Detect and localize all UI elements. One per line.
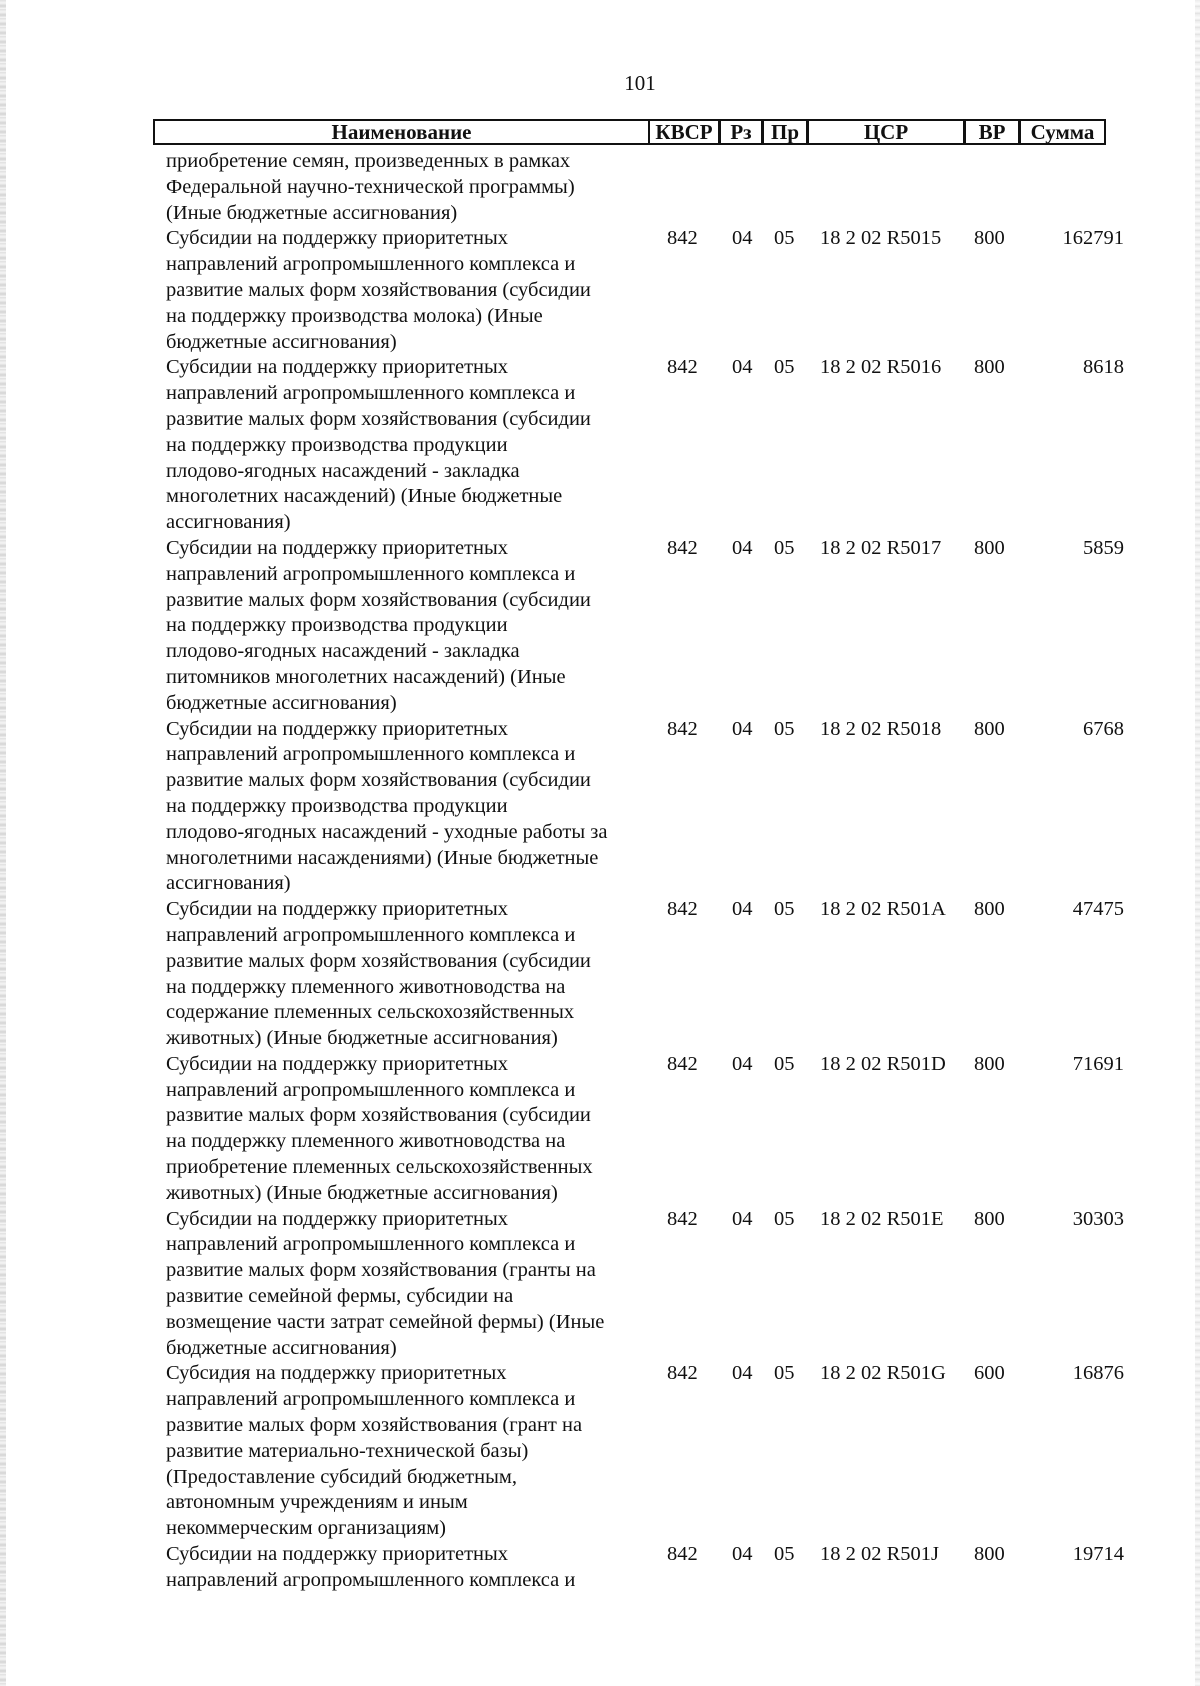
row-sum: 8618 — [1083, 356, 1124, 379]
row-rz: 04 — [732, 898, 753, 921]
row-pr: 05 — [774, 1207, 795, 1230]
row-name: Субсидии на поддержку приоритетных направлений агропромышленного комплекса и развитие малых форм хозяйствования (субсидии на поддержку производства молока) (Иные бюджетные ассигнования) — [166, 227, 591, 353]
row-rz: 04 — [732, 1052, 753, 1075]
row-rz: 04 — [732, 536, 753, 559]
header-sum: Сумма — [1019, 119, 1106, 145]
row-kvsr: 842 — [667, 1052, 698, 1075]
row-pr: 05 — [774, 1052, 795, 1075]
row-sum: 6768 — [1083, 717, 1124, 740]
header-vr: ВР — [964, 119, 1020, 145]
row-sum: 16876 — [1072, 1362, 1124, 1385]
row-vr: 800 — [974, 717, 1005, 740]
row-kvsr: 842 — [667, 717, 698, 740]
row-vr: 800 — [974, 898, 1005, 921]
row-kvsr: 842 — [667, 227, 698, 250]
row-rz: 04 — [732, 356, 753, 379]
row-vr: 800 — [974, 227, 1005, 250]
row-csr: 18 2 02 R5018 — [820, 717, 942, 740]
row-sum: 19714 — [1072, 1543, 1124, 1566]
row-rz: 04 — [732, 1543, 753, 1566]
row-vr: 800 — [974, 356, 1005, 379]
row-pr: 05 — [774, 1362, 795, 1385]
row-vr: 800 — [974, 1052, 1005, 1075]
table-row — [0, 536, 1200, 717]
row-kvsr: 842 — [667, 1362, 698, 1385]
row-sum: 5859 — [1083, 536, 1124, 559]
row-csr: 18 2 02 R5015 — [820, 227, 942, 250]
row-kvsr: 842 — [667, 356, 698, 379]
row-pr: 05 — [774, 1543, 795, 1566]
header-pr: Пр — [762, 119, 808, 145]
row-pr: 05 — [774, 227, 795, 250]
row-vr: 600 — [974, 1362, 1005, 1385]
row-rz: 04 — [732, 717, 753, 740]
page-number: 101 — [624, 71, 656, 95]
row-rz: 04 — [732, 227, 753, 250]
row-vr: 800 — [974, 536, 1005, 559]
header-csr: ЦСР — [807, 119, 965, 145]
row-kvsr: 842 — [667, 1207, 698, 1230]
row-pr: 05 — [774, 717, 795, 740]
row-kvsr: 842 — [667, 536, 698, 559]
table-row — [0, 717, 1200, 898]
table-row — [0, 149, 1200, 226]
row-pr: 05 — [774, 898, 795, 921]
row-rz: 04 — [732, 1362, 753, 1385]
row-csr: 18 2 02 R501A — [820, 898, 946, 921]
row-csr: 18 2 02 R501J — [820, 1543, 940, 1566]
row-name: Субсидия на поддержку приоритетных направлений агропромышленного комплекса и развитие малых форм хозяйствования (грант на развитие материально-технической базы) (Предоставление субсидий бюджетным, автономным учреждениям и иным некоммерческим организациям) — [166, 1362, 583, 1540]
row-csr: 18 2 02 R501G — [820, 1362, 946, 1385]
row-sum: 162791 — [1062, 227, 1124, 250]
row-sum: 30303 — [1072, 1207, 1124, 1230]
row-csr: 18 2 02 R5017 — [820, 536, 942, 559]
row-name: Субсидии на поддержку приоритетных направлений агропромышленного комплекса и развитие малых форм хозяйствования (субсидии на поддержку племенного животноводства на приобретение племенных сельскохозяйственных животных) (Иные бюджетные ассигнования) — [166, 1052, 593, 1204]
header-rz: Рз — [719, 119, 763, 145]
table-row — [0, 355, 1200, 536]
row-sum: 47475 — [1072, 898, 1124, 921]
row-name: Субсидии на поддержку приоритетных направлений агропромышленного комплекса и развитие малых форм хозяйствования (субсидии на поддержку производства продукции плодово-ягодных насаждений - закладка питомников многолетних насаждений) (Иные бюджетные ассигнования) — [166, 536, 591, 714]
row-name: Субсидии на поддержку приоритетных направлений агропромышленного комплекса и развитие малых форм хозяйствования (субсидии на поддержку производства продукции плодово-ягодных насаждений - уходные работы за многолетними насаждениями) (Иные бюджетные ассигнования) — [166, 717, 608, 895]
table-row — [0, 1207, 1200, 1362]
table-row — [0, 897, 1200, 1052]
row-kvsr: 842 — [667, 898, 698, 921]
row-name: Субсидии на поддержку приоритетных направлений агропромышленного комплекса и развитие малых форм хозяйствования (гранты на развитие семейной фермы, субсидии на возмещение части затрат семейной фермы) (Иные бюджетные ассигнования) — [166, 1207, 605, 1359]
header-kvsr: КВСР — [648, 119, 720, 145]
row-rz: 04 — [732, 1207, 753, 1230]
row-csr: 18 2 02 R501E — [820, 1207, 944, 1230]
row-name: Субсидии на поддержку приоритетных направлений агропромышленного комплекса и развитие малых форм хозяйствования (субсидии на поддержку производства продукции плодово-ягодных насаждений - закладка многолетних насаждений) (Иные бюджетные ассигнования) — [166, 356, 591, 534]
table-row — [0, 1052, 1200, 1207]
row-pr: 05 — [774, 356, 795, 379]
table-row — [0, 226, 1200, 355]
row-vr: 800 — [974, 1207, 1005, 1230]
row-pr: 05 — [774, 536, 795, 559]
row-name: приобретение семян, произведенных в рамках Федеральной научно-технической программы) (Иные бюджетные ассигнования) — [166, 150, 575, 224]
row-kvsr: 842 — [667, 1543, 698, 1566]
row-name: Субсидии на поддержку приоритетных направлений агропромышленного комплекса и — [166, 1543, 576, 1591]
table-row — [0, 1361, 1200, 1542]
row-csr: 18 2 02 R5016 — [820, 356, 942, 379]
table-body — [0, 149, 1200, 1594]
header-name: Наименование — [153, 119, 650, 145]
row-sum: 71691 — [1072, 1052, 1124, 1075]
row-csr: 18 2 02 R501D — [820, 1052, 946, 1075]
row-vr: 800 — [974, 1543, 1005, 1566]
table-row — [0, 1542, 1200, 1594]
row-name: Субсидии на поддержку приоритетных направлений агропромышленного комплекса и развитие малых форм хозяйствования (субсидии на поддержку племенного животноводства на содержание племенных сельскохозяйственных животных) (Иные бюджетные ассигнования) — [166, 898, 591, 1050]
